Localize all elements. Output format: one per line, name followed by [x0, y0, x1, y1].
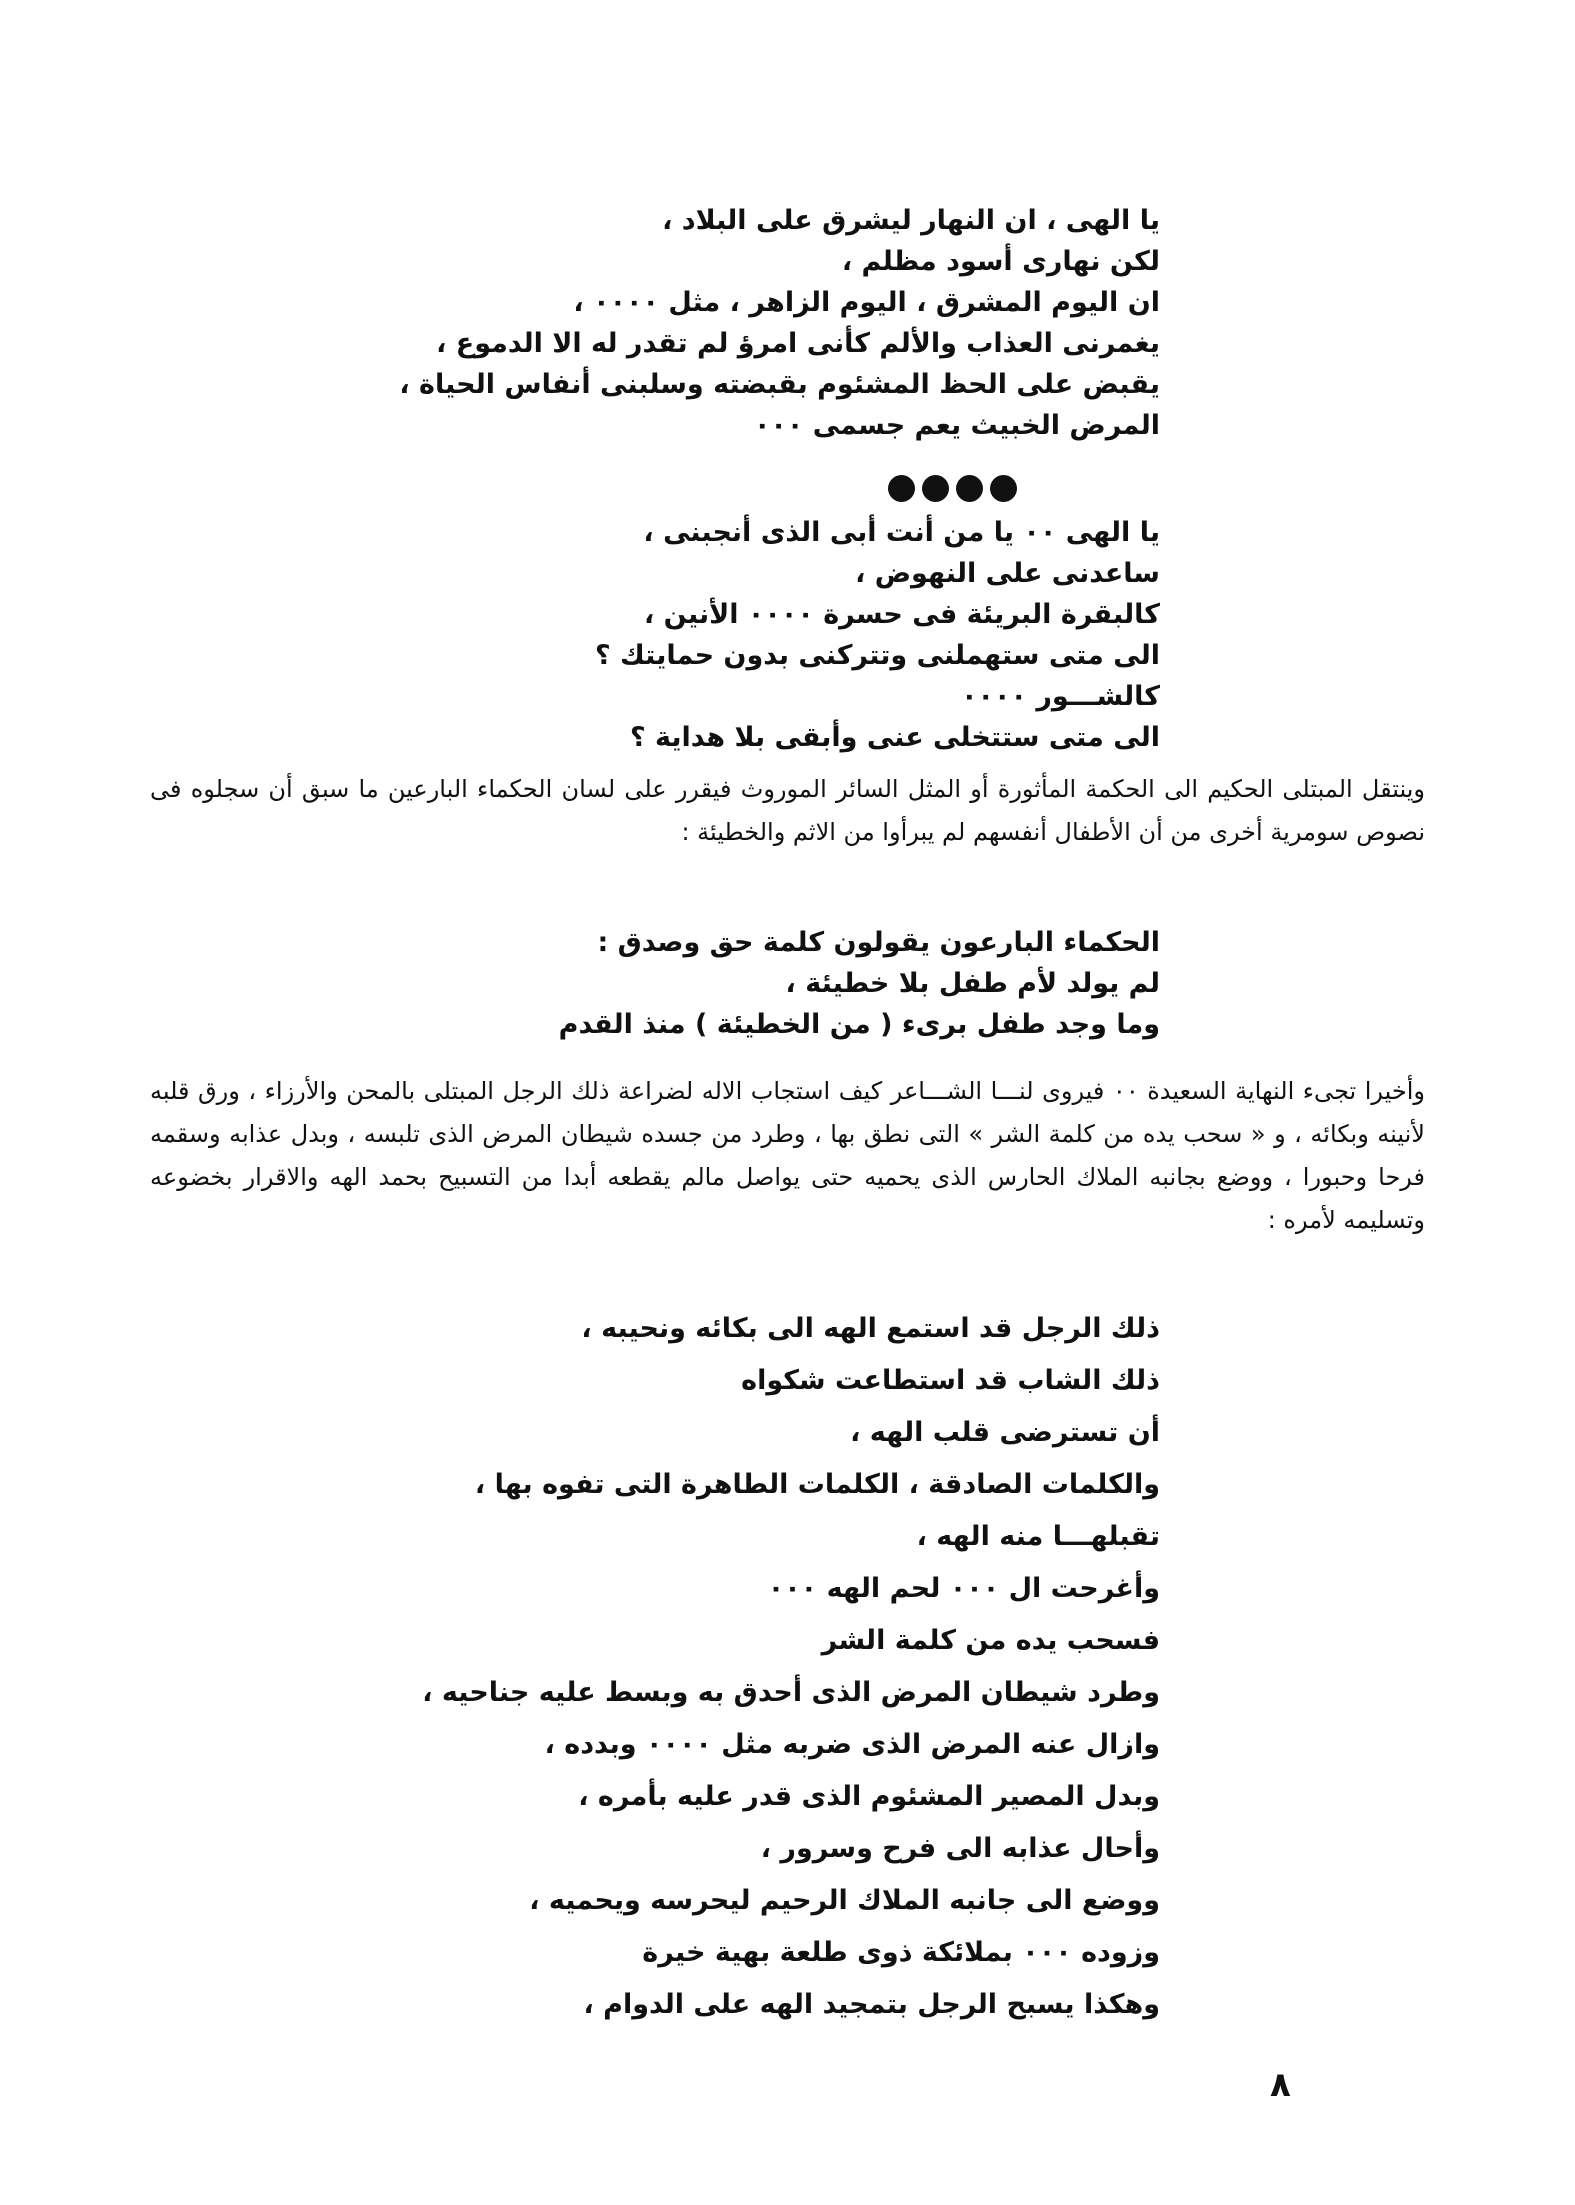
separator-dot	[990, 475, 1017, 502]
verse-line: والكلمات الصادقة ، الكلمات الطاهرة التى تفوه بها ،	[474, 1469, 1160, 1500]
verse-line: وهكذا يسبح الرجل بتمجيد الهه على الدوام ،	[583, 1989, 1160, 2020]
separator-dot	[956, 475, 983, 502]
verse-line: ووضع الى جانبه الملاك الرحيم ليحرسه ويحميه ،	[529, 1885, 1160, 1916]
section-separator-dots	[888, 470, 1017, 506]
verse-block-lament	[399, 200, 1160, 446]
verse-line: يا الهى ، ان النهار ليشرق على البلاد ،	[662, 205, 1160, 236]
verse-line: وما وجد طفل برىء ( من الخطيئة ) منذ القدم	[558, 1009, 1160, 1040]
verse-line: كالشـــور ٠٠٠٠	[961, 681, 1160, 712]
separator-dot	[888, 475, 915, 502]
verse-line: الى متى ستهملنى وتتركنى بدون حمايتك ؟	[594, 640, 1160, 671]
prose-paragraph: وينتقل المبتلى الحكيم الى الحكمة المأثورة أو المثل السائر الموروث فيقرر على لسان الحكماء البارعين ما سبق أن سجلوه فى نصوص سومرية أخرى من أن الأطفال أنفسهم لم يبرأوا من الاثم والخطيئة :	[150, 775, 1425, 846]
separator-dot	[922, 475, 949, 502]
verse-line: أن تسترضى قلب الهه ،	[850, 1417, 1160, 1448]
verse-line: وبدل المصير المشئوم الذى قدر عليه بأمره ،	[578, 1781, 1160, 1812]
verse-line: فسحب يده من كلمة الشر	[821, 1625, 1160, 1656]
verse-line: الى متى ستتخلى عنى وأبقى بلا هداية ؟	[629, 722, 1160, 753]
verse-line: ان اليوم المشرق ، اليوم الزاهر ، مثل ٠٠٠٠ ،	[573, 287, 1160, 318]
verse-line: وأحال عذابه الى فرح وسرور ،	[760, 1833, 1160, 1864]
verse-line: يقبض على الحظ المشئوم بقبضته وسلبنى أنفاس الحياة ،	[399, 369, 1160, 400]
verse-line: وطرد شيطان المرض الذى أحدق به وبسط عليه جناحيه ،	[422, 1677, 1160, 1708]
verse-line: المرض الخبيث يعم جسمى ٠٠٠	[753, 410, 1160, 441]
verse-line: وأغرحت ال ٠٠٠ لحم الهه ٠٠٠	[767, 1573, 1160, 1604]
verse-line: ساعدنى على النهوض ،	[855, 558, 1160, 589]
verse-block-wisdom	[559, 922, 1160, 1045]
verse-block-answer	[422, 1303, 1160, 2031]
prose-paragraph: وأخيرا تجىء النهاية السعيدة ٠٠ فيروى لنـــا الشـــاعر كيف استجاب الاله لضراعة ذلك الرجل المبتلى بالمحن والأرزاء ، ورق قلبه لأنينه وبكائه ، و « سحب يده من كلمة الشر » التى نطق بها ، وطرد من جسده شيطان المرض الذى تلبسه ، وبدل عذابه وسقمه فرحا وحبورا ، ووضع بجانبه الملاك الحارس الذى يحميه حتى يواصل مالم يقطعه أبدا من التسبيح بحمد الهه والاقرار بخضوعه وتسليمه لأمره :	[150, 1077, 1425, 1234]
verse-line: ذلك الرجل قد استمع الهه الى بكائه ونحيبه ،	[581, 1313, 1160, 1344]
verse-line: ذلك الشاب قد استطاعت شكواه	[741, 1365, 1160, 1396]
verse-line: لم يولد لأم طفل بلا خطيئة ،	[785, 968, 1160, 999]
verse-line: كالبقرة البريئة فى حسرة ٠٠٠٠ الأنين ،	[644, 599, 1160, 630]
verse-line: الحكماء البارعون يقولون كلمة حق وصدق :	[597, 927, 1160, 958]
verse-line: يغمرنى العذاب والألم كأنى امرؤ لم تقدر له الا الدموع ،	[436, 328, 1160, 359]
page-number: ٨	[1270, 2065, 1291, 2105]
verse-line: لكن نهارى أسود مظلم ،	[841, 246, 1160, 277]
verse-block-plea	[595, 512, 1160, 758]
verse-line: وزوده ٠٠٠ بملائكة ذوى طلعة بهية خيرة	[642, 1937, 1160, 1968]
verse-line: تقبلهـــا منه الهه ،	[916, 1521, 1160, 1552]
verse-line: يا الهى ٠٠ يا من أنت أبى الذى أنجبنى ،	[643, 517, 1160, 548]
verse-line: وازال عنه المرض الذى ضربه مثل ٠٠٠٠ وبدده ،	[544, 1729, 1160, 1760]
